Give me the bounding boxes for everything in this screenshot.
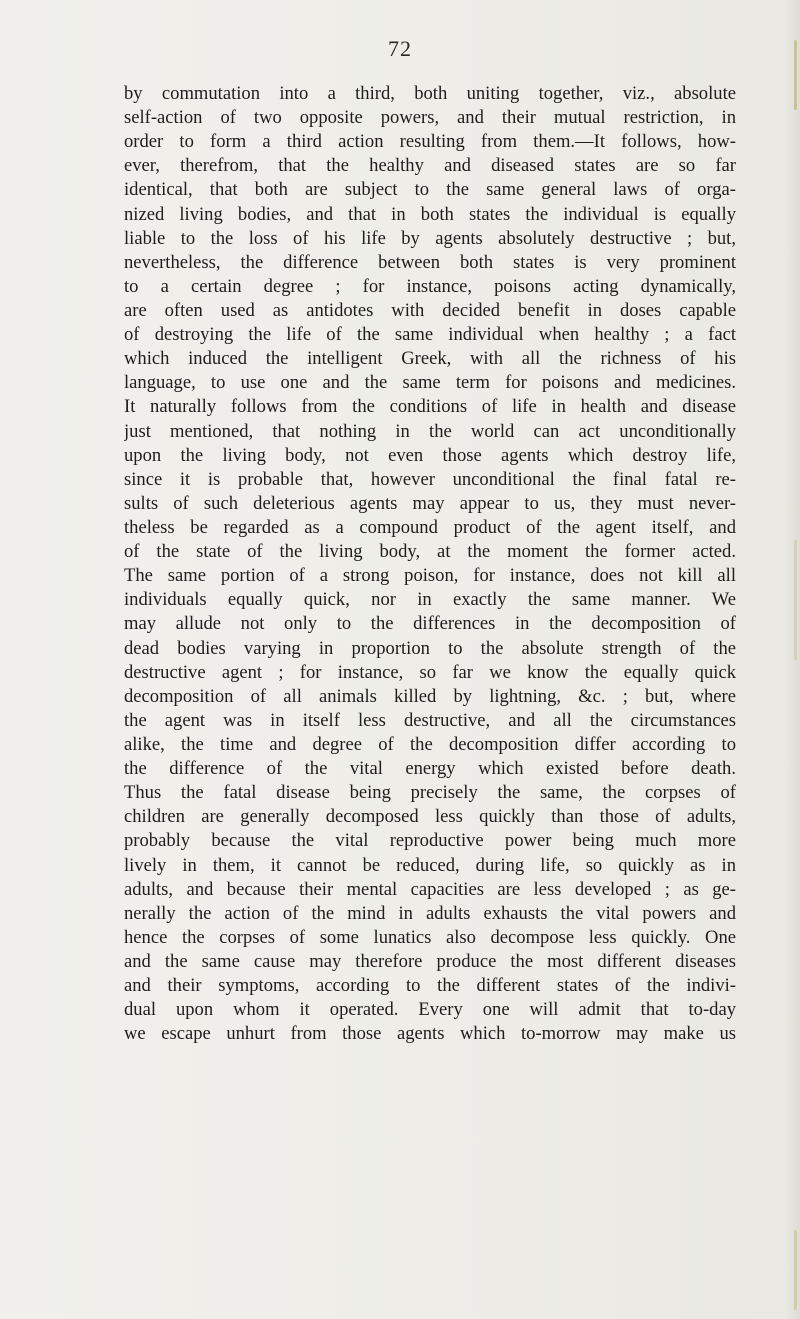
page-number: 72 bbox=[388, 36, 412, 61]
text-line: lively in them, it cannot be reduced, during life, so quickly as in bbox=[124, 854, 736, 876]
text-line: by commutation into a third, both uniting together, viz., absolute bbox=[124, 83, 736, 104]
text-line: order to form a third action resulting from them.—It follows, how- bbox=[124, 131, 736, 153]
text-line: of destroying the life of the same individual when healthy ; a fact bbox=[124, 324, 736, 346]
text-line: hence the corpses of some lunatics also decompose less quickly. One bbox=[124, 926, 736, 948]
text-line: decomposition of all animals killed by lightning, &c. ; but, where bbox=[124, 685, 736, 707]
text-line: nerally the action of the mind in adults exhausts the vital powers and bbox=[124, 902, 736, 924]
text-line: ever, therefrom, that the healthy and diseased states are so far bbox=[124, 155, 736, 177]
page-edge-shadow bbox=[786, 0, 800, 1319]
text-line: alike, the time and degree of the decomposition differ according to bbox=[124, 733, 736, 755]
text-line: probably because the vital reproductive power being much more bbox=[124, 830, 736, 852]
text-line: theless be regarded as a compound product of the agent itself, and bbox=[124, 516, 736, 538]
text-line: since it is probable that, however unconditional the final fatal re- bbox=[124, 468, 736, 490]
text-line: just mentioned, that nothing in the world can act unconditionally bbox=[124, 420, 736, 442]
page-edge-stain bbox=[794, 540, 797, 660]
text-line: self-action of two opposite powers, and their mutual restriction, in bbox=[124, 107, 736, 129]
text-line: upon the living body, not even those agents which destroy life, bbox=[124, 444, 736, 466]
text-line: dual upon whom it operated. Every one will admit that to-day bbox=[124, 999, 736, 1021]
text-line: Thus the fatal disease being precisely the same, the corpses of bbox=[124, 782, 736, 804]
text-line: are often used as antidotes with decided benefit in doses capable bbox=[124, 299, 736, 321]
page-edge-stain bbox=[794, 1230, 797, 1310]
text-line: and the same cause may therefore produce the most different diseases bbox=[124, 950, 736, 972]
text-line: the difference of the vital energy which existed before death. bbox=[124, 758, 736, 780]
text-line: identical, that both are subject to the same general laws of orga- bbox=[124, 179, 736, 201]
text-line: the agent was in itself less destructive, and all the circumstances bbox=[124, 709, 736, 731]
text-line: may allude not only to the differences in the decomposition of bbox=[124, 613, 736, 635]
text-line: liable to the loss of his life by agents absolutely destructive ; but, bbox=[124, 227, 736, 249]
text-line: The same portion of a strong poison, for instance, does not kill all bbox=[124, 565, 736, 587]
text-line: sults of such deleterious agents may appear to us, they must never- bbox=[124, 492, 736, 514]
text-line: which induced the intelligent Greek, with all the richness of his bbox=[124, 348, 736, 370]
text-line: It naturally follows from the conditions of life in health and disease bbox=[124, 396, 736, 418]
text-line: language, to use one and the same term for poisons and medicines. bbox=[124, 372, 736, 394]
text-line: nevertheless, the difference between both states is very prominent bbox=[124, 251, 736, 273]
text-line: children are generally decomposed less quickly than those of adults, bbox=[124, 806, 736, 828]
text-line: individuals equally quick, nor in exactly the same manner. We bbox=[124, 589, 736, 611]
text-line: nized living bodies, and that in both states the individual is equally bbox=[124, 203, 736, 225]
text-line: adults, and because their mental capacities are less developed ; as ge- bbox=[124, 878, 736, 900]
body-text bbox=[124, 82, 736, 1046]
text-line: we escape unhurt from those agents which to-morrow may make us bbox=[124, 1023, 736, 1045]
text-line: of the state of the living body, at the moment the former acted. bbox=[124, 541, 736, 563]
text-line: to a certain degree ; for instance, poisons acting dynamically, bbox=[124, 275, 736, 297]
text-line: and their symptoms, according to the different states of the indivi- bbox=[124, 975, 736, 997]
text-line: dead bodies varying in proportion to the absolute strength of the bbox=[124, 637, 736, 659]
text-line: destructive agent ; for instance, so far we know the equally quick bbox=[124, 661, 736, 683]
